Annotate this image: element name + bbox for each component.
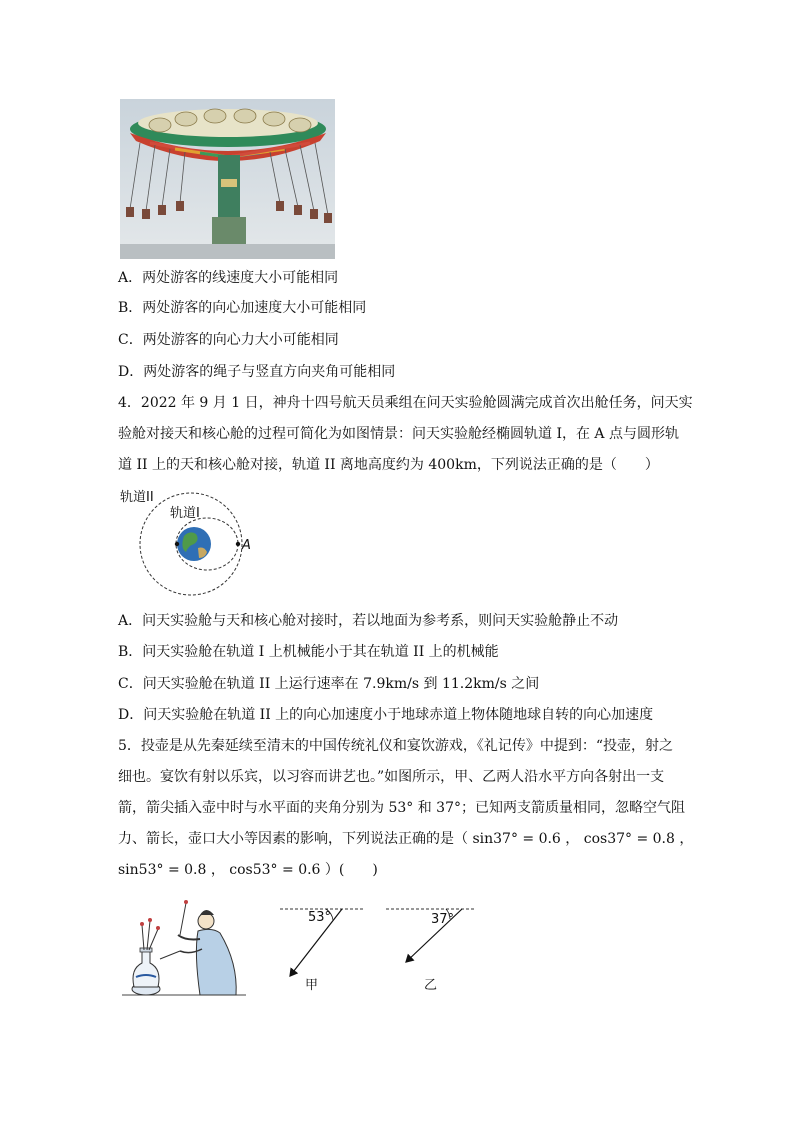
q3-option-b: B．两处游客的向心加速度大小可能相同: [118, 300, 367, 316]
q5-stem-line-2: 细也。宴饮有射以乐宾，以习容而讲艺也。”如图所示，甲、乙两人沿水平方向各射出一支: [118, 769, 665, 785]
q4-stem-line-3: 道 II 上的天和核心舱对接，轨道 II 离地高度约为 400km，下列说法正确的是（ ）: [118, 457, 659, 473]
orbit-i-label: 轨道I: [170, 506, 200, 521]
point-a-label: A: [242, 538, 251, 553]
q4-stem-line-2: 验舱对接天和核心舱的过程可简化为如图情景：问天实验舱经椭圆轨道 I，在 A 点与圆形轨: [118, 426, 679, 442]
yi-label: 乙: [424, 978, 438, 993]
q3-option-d: D．两处游客的绳子与竖直方向夹角可能相同: [118, 364, 396, 380]
jia-label: 甲: [305, 978, 319, 993]
carousel-photo: [120, 99, 335, 259]
point-a-dot: [236, 542, 240, 546]
yi-angle-label: 37°: [431, 912, 455, 927]
q4-stem-line-1: 4．2022 年 9 月 1 日，神舟十四号航天员乘组在问天实验舱圆满完成首次出舱任务，问天实: [118, 395, 693, 411]
pot-figure: [132, 948, 160, 995]
q5-stem-line-1: 5．投壶是从先秦延续至清末的中国传统礼仪和宴饮游戏，《礼记传》中提到：“投壶，射之: [118, 738, 674, 754]
jia-angle-label: 53°: [308, 910, 332, 925]
q4-option-a: A．问天实验舱与天和核心舱对接时，若以地面为参考系，则问天实验舱静止不动: [118, 613, 619, 629]
touhu-illustration: [120, 893, 248, 1001]
q3-option-a: A．两处游客的线速度大小可能相同: [118, 270, 339, 286]
q5-stem-line-5: sin53° = 0.8 ， cos53° = 0.6 ）( ): [118, 862, 378, 878]
arrow-angle-diagram: [278, 900, 488, 1000]
q4-option-b: B．问天实验舱在轨道 I 上机械能小于其在轨道 II 上的机械能: [118, 644, 499, 660]
q4-option-d: D．问天实验舱在轨道 II 上的向心加速度小于地球赤道上物体随地球自转的向心加速度: [118, 707, 654, 723]
thrower-figure: [160, 900, 236, 995]
q5-stem-line-4: 力、箭长，壶口大小等因素的影响，下列说法正确的是（ sin37° = 0.6 ， cos37° = 0.8 ，: [118, 831, 694, 847]
q5-stem-line-3: 箭，箭尖插入壶中时与水平面的夹角分别为 53° 和 37°；已知两支箭质量相同，忽略空气阻: [118, 800, 685, 816]
q4-option-c: C．问天实验舱在轨道 II 上运行速率在 7.9km/s 到 11.2km/s 之间: [118, 676, 540, 692]
q3-option-c: C．两处游客的向心力大小可能相同: [118, 332, 339, 348]
orbit-diagram: [118, 486, 278, 598]
orbit-ii-label: 轨道II: [120, 490, 154, 505]
